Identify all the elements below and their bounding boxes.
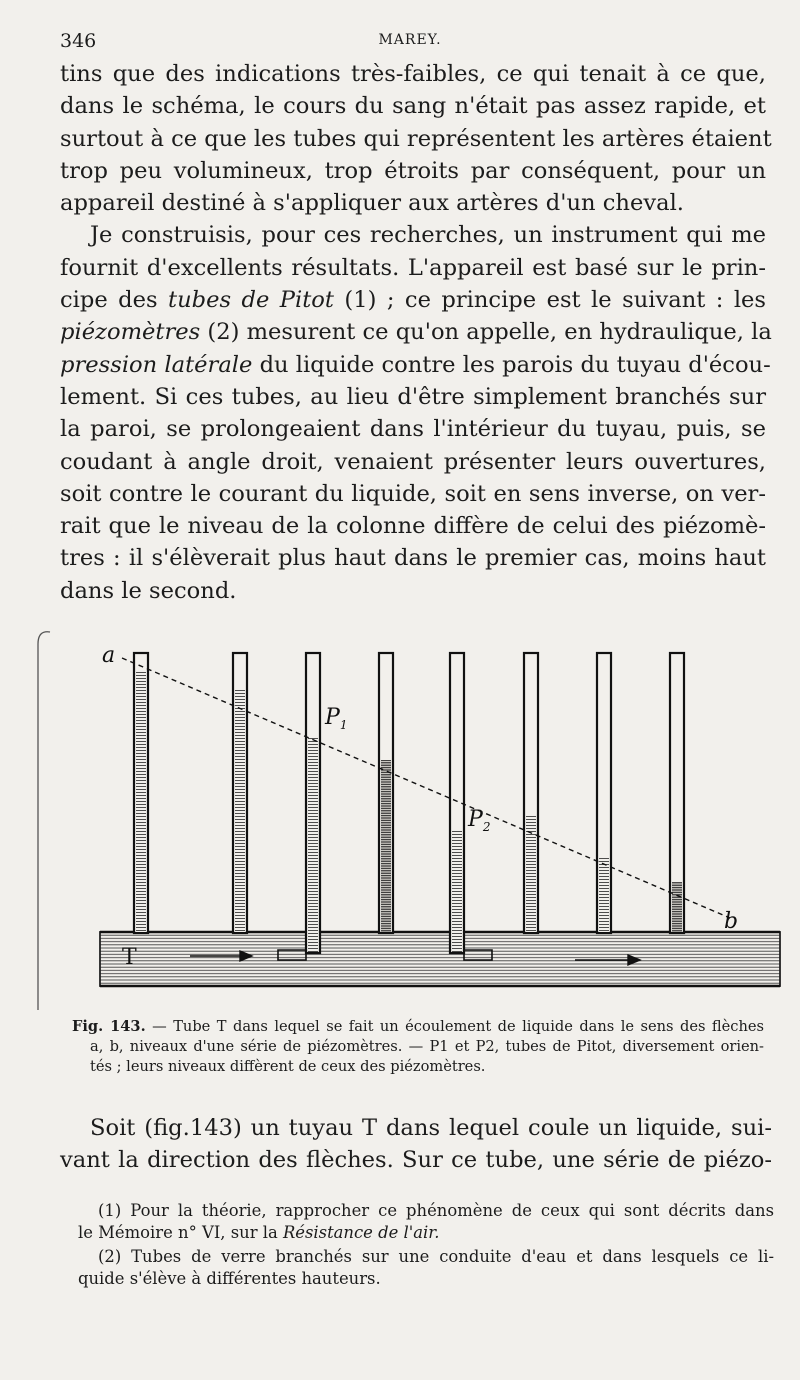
italic-term-piezometres: piézomètres [60, 319, 201, 346]
text-line: vant la direction des flèches. Sur ce tube, une série de piézo- [60, 1147, 772, 1174]
text-line: Je construisis, pour ces recherches, un instrument qui me [90, 222, 766, 249]
label-b: b [724, 909, 739, 934]
label-a: a [102, 643, 116, 668]
piezometer-tube-4 [379, 653, 393, 933]
footnote-line [78, 1222, 774, 1244]
footnote-2 [78, 1246, 774, 1290]
text-line [60, 316, 772, 348]
text-line: coudant à angle droit, venaient présenter leurs ouvertures, [60, 448, 766, 475]
text-line: rait que le niveau de la colonne diffère de celui des piézomè- [60, 513, 766, 540]
footnotes [78, 1200, 774, 1292]
piezometer-tube-8 [670, 653, 684, 933]
pipe-tube-t [100, 932, 780, 986]
piezometer-tube-7 [597, 653, 611, 933]
caption-line: tés ; leurs niveaux diffèrent de ceux des piézomètres. [90, 1058, 486, 1075]
running-title: MAREY. [378, 32, 442, 48]
paragraph-2 [60, 219, 772, 607]
piezometer-diagram [30, 620, 790, 1020]
text-line: dans le schéma, le cours du sang n'était pas assez rapide, et [60, 93, 766, 120]
paragraph-1 [60, 58, 772, 219]
text-line: tins que des indications très-faibles, ce qui tenait à ce que, [60, 61, 766, 87]
footnote-line: (2) Tubes de verre branchés sur une conduite d'eau et dans lesquels ce li- [98, 1247, 774, 1266]
text-line: lement. Si ces tubes, au lieu d'être simplement branchés sur [60, 383, 766, 410]
paragraph-3 [60, 1112, 772, 1177]
page-number: 346 [60, 30, 97, 52]
text-line: trop peu volumineux, trop étroits par conséquent, pour un [60, 157, 766, 184]
figure-bracket [38, 632, 50, 1010]
main-text [60, 58, 772, 607]
paragraph-3-text [60, 1112, 772, 1177]
italic-term-pression: pression latérale [60, 351, 253, 378]
text-line: soit contre le courant du liquide, soit en sens inverse, on ver- [60, 480, 766, 507]
text-run: cipe des [60, 287, 169, 314]
text-line [60, 349, 771, 381]
text-run: (1) ; ce principe est le suivant : les [334, 287, 767, 314]
piezometer-tube-2 [233, 653, 247, 933]
label-p1: $P_1$ [325, 705, 348, 732]
text-run: — Tube T dans lequel se fait un écoulement de liquide dans le sens des flèches [145, 1018, 764, 1035]
footnote-1 [78, 1200, 774, 1244]
text-run: le Mémoire n° VI, sur la [78, 1223, 283, 1242]
piezometer-tube-6 [524, 653, 538, 933]
page-header [60, 30, 760, 58]
level-line-a-b [122, 658, 730, 918]
text-line: la paroi, se prolongeaient dans l'intérieur du tuyau, puis, se [60, 416, 766, 443]
italic-term-pitot: tubes de Pitot [168, 287, 334, 314]
text-line: Soit (fig.143) un tuyau T dans lequel coule un liquide, sui- [90, 1115, 772, 1141]
label-t: T [122, 945, 137, 970]
label-p2: $P_2$ [468, 807, 491, 834]
text-line: surtout à ce que les tubes qui représentent les artères étaient [60, 125, 772, 152]
text-line: appareil destiné à s'appliquer aux artères d'un cheval. [60, 190, 684, 217]
text-line: dans le second. [60, 577, 237, 604]
piezometer-tube-1 [134, 653, 148, 933]
pitot-tube-p1 [278, 653, 320, 960]
figure-caption [72, 1017, 764, 1077]
footnote-line: quide s'élève à différentes hauteurs. [78, 1269, 381, 1288]
italic-title: Résistance de l'air. [282, 1223, 440, 1242]
text-line [60, 284, 766, 316]
footnote-line: (1) Pour la théorie, rapprocher ce phénomène de ceux qui sont décrits dans [98, 1201, 774, 1220]
text-run: du liquide contre les parois du tuyau d'écou- [252, 351, 771, 378]
text-line: tres : il s'élèverait plus haut dans le premier cas, moins haut [60, 545, 766, 572]
text-run: (2) mesurent ce qu'on appelle, en hydraulique, la [200, 319, 772, 346]
caption-line: a, b, niveaux d'une série de piézomètres. — P1 et P2, tubes de Pitot, diversement orien- [90, 1038, 764, 1055]
figure-number: Fig. 143. [72, 1018, 146, 1035]
text-line: fournit d'excellents résultats. L'appareil est basé sur le prin- [60, 254, 766, 281]
caption-line [72, 1017, 764, 1037]
